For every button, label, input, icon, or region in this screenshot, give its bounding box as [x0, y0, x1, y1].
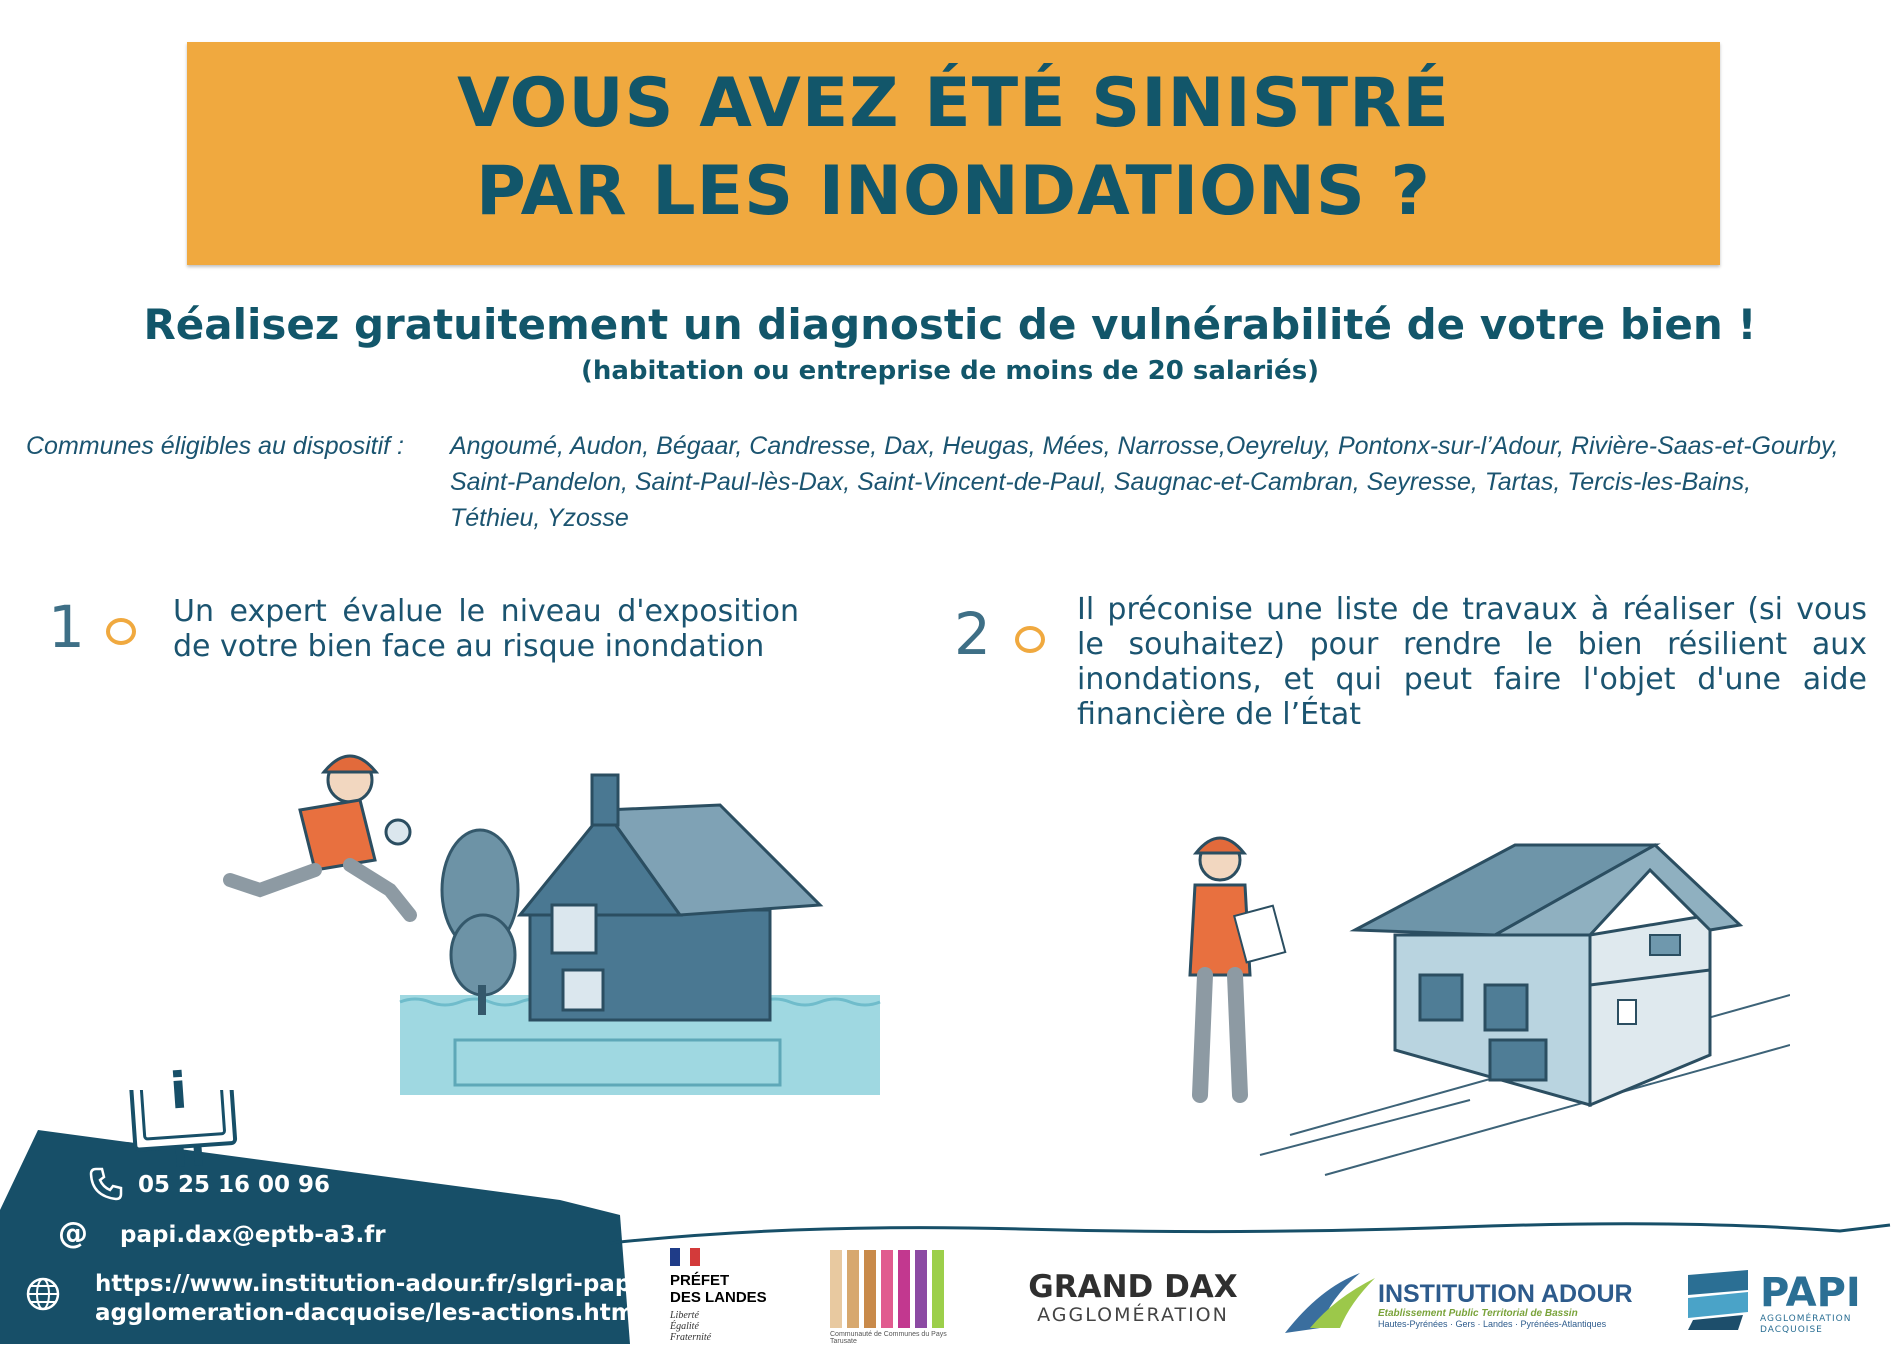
granddax-name: GRAND DAX	[1028, 1269, 1238, 1305]
website-line-2: agglomeration-dacquoise/les-actions.html	[95, 1300, 643, 1326]
info-icon: i	[167, 1061, 190, 1121]
communes-label: Communes éligibles au dispositif :	[26, 432, 404, 460]
globe-icon	[25, 1276, 61, 1312]
phone-icon	[88, 1166, 124, 1202]
email-address[interactable]: papi.dax@eptb-a3.fr	[120, 1222, 386, 1248]
phone-number[interactable]: 05 25 16 00 96	[138, 1172, 331, 1198]
step-1-bullet-icon	[106, 618, 136, 645]
communes-list: Angoumé, Audon, Bégaar, Candresse, Dax, Heugas, Mées, Narrosse,Oeyreluy, Pontonx-sur-l’Adour, Rivière-Saas-et-Gourby, Saint-Pandelon, Saint-Paul-lès-Dax, Saint-Vincent-de-Paul, Saugnac-et-Cambran, Seyresse, Tartas, Tercis-les-Bains, Téthieu, Yzosse	[450, 432, 1839, 532]
papi-name: PAPI	[1760, 1270, 1861, 1316]
title-line-1: VOUS AVEZ ÉTÉ SINISTRÉ	[457, 64, 1450, 143]
email-icon: @	[58, 1216, 88, 1251]
step-2-bullet-icon	[1015, 626, 1045, 653]
adour-logo	[1378, 1280, 1638, 1329]
step-1-number: 1	[48, 593, 85, 661]
cutaway-house-illustration	[1150, 805, 1790, 1185]
prefet-motto-3: Fraternité	[670, 1332, 712, 1343]
papi-sub-1: AGGLOMÉRATION	[1760, 1314, 1852, 1324]
adour-sub-2: Hautes-Pyrénées · Gers · Landes · Pyrénées-Atlantiques	[1378, 1319, 1607, 1329]
prefet-motto-2: Égalité	[670, 1321, 699, 1332]
french-flag-icon	[670, 1248, 700, 1266]
prefet-line-1: PRÉFET	[670, 1272, 730, 1289]
flooded-house-illustration	[200, 740, 900, 1100]
prefet-line-2: DES LANDES	[670, 1289, 767, 1306]
adour-swoosh-icon	[1280, 1268, 1380, 1338]
adour-sub-1: Etablissement Public Territorial de Bassin	[1378, 1308, 1578, 1319]
adour-name: INSTITUTION ADOUR	[1378, 1280, 1633, 1308]
prefet-motto-1: Liberté	[670, 1310, 699, 1321]
papi-sub-2: DACQUOISE	[1760, 1325, 1823, 1335]
title-line-2: PAR LES INONDATIONS ?	[476, 152, 1431, 231]
ccpt-logo	[830, 1250, 965, 1345]
step-2-text: Il préconise une liste de travaux à réaliser (si vous le souhaitez) pour rendre le bien résilient aux inondations, et qui peut faire l'objet d'une aide financière de l’État	[1077, 592, 1867, 732]
papi-emblem-icon	[1688, 1270, 1758, 1330]
granddax-logo	[1018, 1270, 1248, 1326]
ccpt-caption: Communauté de Communes du Pays Tarusate	[830, 1331, 947, 1345]
subtitle: Réalisez gratuitement un diagnostic de vulnérabilité de votre bien !	[143, 300, 1757, 349]
papi-logo	[1760, 1272, 1880, 1336]
ccpt-bars-icon	[830, 1250, 965, 1328]
granddax-sub: AGGLOMÉRATION	[1037, 1304, 1229, 1326]
website-line-1: https://www.institution-adour.fr/slgri-papi-	[95, 1271, 649, 1297]
prefet-logo	[670, 1248, 780, 1343]
website-link[interactable]	[95, 1270, 649, 1328]
step-1-text: Un expert évalue le niveau d'exposition de votre bien face au risque inondation	[173, 594, 799, 664]
page-title	[187, 60, 1720, 236]
step-2-number: 2	[954, 600, 991, 668]
wave-divider	[600, 1205, 1900, 1250]
subtitle-note: (habitation ou entreprise de moins de 20 salariés)	[580, 356, 1320, 386]
